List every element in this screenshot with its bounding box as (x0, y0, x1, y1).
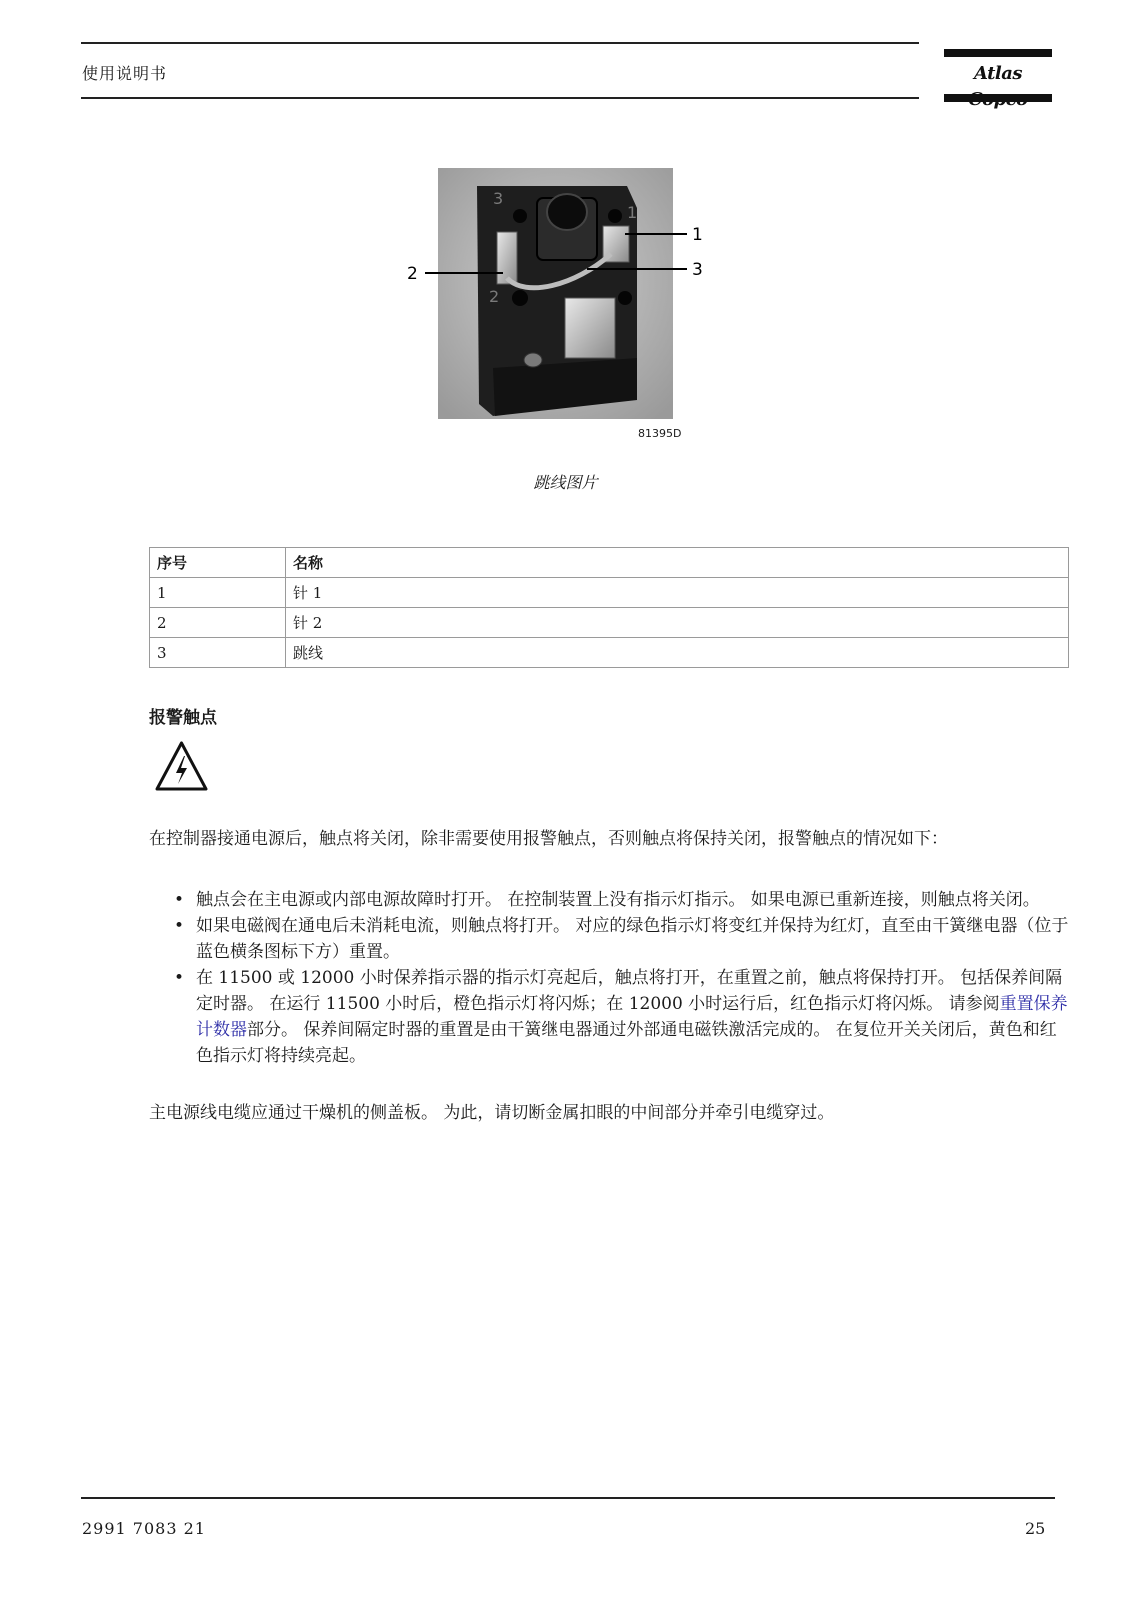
callout-number-2: 2 (407, 264, 418, 284)
list-item-text: 如果电磁阀在通电后未消耗电流，则触点将打开。 对应的绿色指示灯将变红并保持为红灯，直至由干簧继电器（位于蓝色横条图标下方）重置。 (196, 916, 1069, 962)
header-rule-bottom (81, 97, 919, 99)
logo-bar-top (944, 49, 1052, 57)
atlas-copco-logo (944, 49, 1052, 102)
column-header-name: 名称 (286, 548, 1069, 578)
logo-bar-bottom (944, 94, 1052, 102)
bullet-icon: • (174, 890, 185, 910)
list-item-text-before: 在 11500 或 12000 小时保养指示器的指示灯亮起后，触点将打开，在重置之前，触点将保持打开。 包括保养间隔定时器。 在运行 11500 小时后，橙色指示灯将闪烁；在 12000 小时运行后，红色指示灯将闪烁。 请参阅 (196, 968, 1063, 1014)
table-row (150, 578, 1069, 608)
jumper-figure (407, 168, 720, 444)
pin-hole-ground (618, 291, 632, 305)
screw (524, 353, 542, 367)
table-header-row (150, 548, 1069, 578)
pin-hole-1 (608, 209, 622, 223)
callout-number-1: 1 (692, 225, 703, 245)
table-row (150, 608, 1069, 638)
document-title: 使用说明书 (82, 64, 168, 83)
table-cell-number: 2 (150, 608, 286, 638)
alarm-contact-list (172, 887, 1072, 1069)
callout-number-3: 3 (692, 260, 703, 280)
table-cell-name: 跳线 (286, 638, 1069, 668)
pin-hole-2 (512, 290, 528, 306)
table-cell-name: 针 1 (286, 578, 1069, 608)
figure-caption: 跳线图片 (533, 473, 598, 492)
list-item (172, 965, 1072, 1069)
list-item-text: 触点会在主电源或内部电源故障时打开。 在控制装置上没有指示灯指示。 如果电源已重新连接，则触点将关闭。 (196, 890, 1040, 910)
list-item-text-after: 部分。 保养间隔定时器的重置是由干簧继电器通过外部通电磁铁激活完成的。 在复位开关关闭后，黄色和红色指示灯将持续亮起。 (196, 1020, 1057, 1066)
document-number: 2991 7083 21 (82, 1519, 206, 1538)
pin-hole-3 (513, 209, 527, 223)
table-cell-number: 1 (150, 578, 286, 608)
page-number: 25 (1025, 1519, 1046, 1538)
bullet-icon: • (174, 968, 185, 988)
socket-hole (547, 194, 587, 230)
table-cell-number: 3 (150, 638, 286, 668)
cable-note-paragraph: 主电源线电缆应通过干燥机的侧盖板。 为此，请切断金属扣眼的中间部分并牵引电缆穿过。 (149, 1103, 835, 1123)
photo-digit-2: 2 (489, 287, 500, 306)
photo-digit-1: 1 (627, 203, 638, 222)
table-row (150, 638, 1069, 668)
pin-2-terminal (497, 232, 517, 284)
bullet-icon: • (174, 916, 185, 936)
list-item (172, 887, 1072, 913)
reset-service-counter-link[interactable]: 重置保养计数器 (196, 994, 1068, 1040)
list-item (172, 913, 1072, 965)
photo-digit-3: 3 (493, 189, 504, 208)
electrical-hazard-icon (154, 740, 209, 792)
logo-wordmark: Atlas (973, 63, 1023, 84)
jumper-photo (407, 168, 720, 444)
table-cell-name: 针 2 (286, 608, 1069, 638)
section-heading: 报警触点 (149, 708, 217, 728)
intro-paragraph: 在控制器接通电源后，触点将关闭，除非需要使用报警触点，否则触点将保持关闭，报警触点的情况如下： (149, 829, 948, 849)
footer-rule (81, 1497, 1055, 1499)
column-header-number: 序号 (150, 548, 286, 578)
ground-terminal (565, 298, 615, 358)
parts-table (149, 547, 1069, 668)
header-rule-top (81, 42, 919, 44)
figure-code: 81395D (638, 427, 682, 440)
